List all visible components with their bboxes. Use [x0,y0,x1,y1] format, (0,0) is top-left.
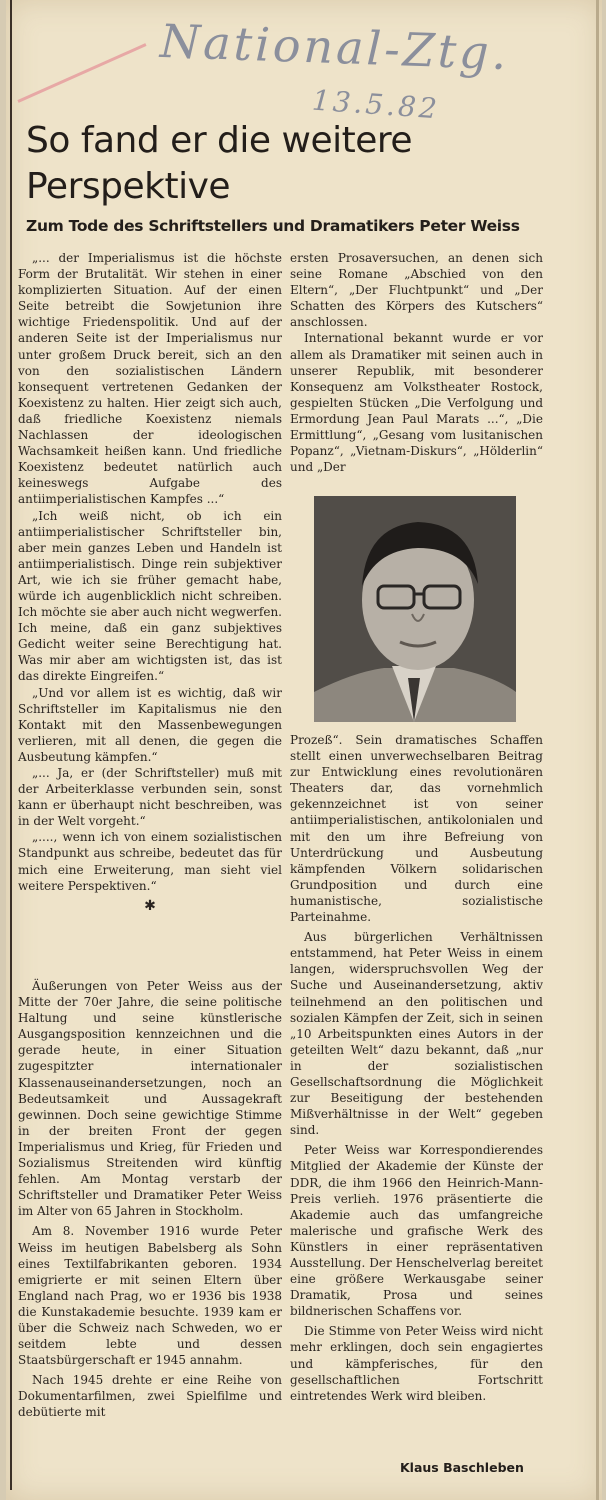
left-column-article [18,978,282,1421]
article-paragraph: Nach 1945 drehte er eine Reihe von Dokumentarfilmen, zwei Spielfilme und debütierte mit [18,1373,282,1420]
quote-paragraph: „... der Imperialismus ist die höchste Form der Brutalität. Wir stehen in einer komplizierten Situation. Auf der einen Seite betreibt die Sowjetunion ihre wichtige Friedenspolitik. Und auf der anderen Seite ist der Imperialismus nur unter großem Druck bereit, sich an den von den sozialistischen Ländern konsequent vertretenen Gedanken der Koexistenz zu halten. Hier zeigt sich auch, daß friedliche Koexistenz niemals Nachlassen der ideologischen Wachsamkeit heißen kann. Und friedliche Koexistenz bedeutet natürlich auch keineswegs Aufgabe des antiimperialistischen Kampfes ...“ [18,251,282,507]
handwritten-date: 13.5.82 [311,83,441,126]
headline: So fand er die weitere Perspektive [26,120,413,207]
article-paragraph: International bekannt wurde er vor allem als Dramatiker mit seinen auch in unserer Republik, mit besonderer Konsequenz am Volkstheater Rostock, gespielten Stücken „Die Verfolgung und Ermordung Jean Paul Marats ...“, „Die Ermittlung“, „Gesang vom lusitanischen Popanz“, „Vietnam-Diskurs“, „Hölderlin“ und „Der [290,331,543,475]
article-paragraph: Aus bürgerlichen Verhältnissen entstammend, hat Peter Weiss in einem langen, widerspruchsvollen Weg der Suche und Auseinandersetzung, aktiv teilnehmend an den politischen und sozialen Kämpfen der Zeit, sich in seinen „10 Arbeitspunkten eines Autors in der geteilten Welt“ dazu bekannt, daß „nur in der sozialistischen Gesellschaftsordnung die Möglichkeit zur Beseitigung der bestehenden Mißverhältnisse in der Welt“ gegeben sind. [290,930,543,1138]
article-paragraph: Peter Weiss war Korrespondierendes Mitglied der Akademie der Künste der DDR, die ihm 1966 den Heinrich-Mann-Preis verlieh. 1976 präsentierte die Akademie auch das umfangreiche malerische und grafische Werk des Künstlers in einer repräsentativen Ausstellung. Der Henschelverlag bereitet eine größere Werkausgabe seiner Dramatik, Prosa und seines bildnerischen Schaffens vor. [290,1143,543,1319]
right-column-article [290,732,543,1404]
author-byline: Klaus Baschleben [400,1460,524,1475]
subheadline: Zum Tode des Schriftstellers und Dramatikers Peter Weiss [26,217,520,235]
article-paragraph: Am 8. November 1916 wurde Peter Weiss im heutigen Babelsberg als Sohn eines Textilfabrikanten geboren. 1934 emigrierte er mit seinen Eltern über England nach Prag, wo er 1936 bis 1938 die Kunstakademie besuchte. 1939 kam er über die Schweiz nach Schweden, wo er seitdem lebte und dessen Staatsbürgerschaft er 1945 annahm. [18,1224,282,1368]
article-paragraph: ersten Prosaversuchen, an denen sich seine Romane „Abschied von den Eltern“, „Der Fluchtpunkt“ und „Der Schatten des Körpers des Kutschers“ anschlossen. [290,251,543,330]
author-portrait-photo [314,496,516,722]
clipping-right-edge [596,0,599,1500]
left-column-quotes [18,250,282,916]
article-paragraph: Die Stimme von Peter Weiss wird nicht mehr erklingen, doch sein engagiertes und kämpferisches, für den gesellschaftlichen Fortschritt eintretendes Werk wird bleiben. [290,1324,543,1403]
portrait-drawing [314,496,516,722]
section-separator-asterisk: ✱ [144,897,156,914]
clipping-left-edge [10,0,12,1490]
right-column-top [290,250,543,475]
quote-paragraph: „Ich weiß nicht, ob ich ein antiimperialistischer Schriftsteller bin, aber mein ganzes Leben und Handeln ist antiimperialistisch. Dinge rein subjektiver Art, wie ich sie früher gemacht habe, würde ich augenblicklich nicht schreiben. Ich möchte sie aber auch nicht wegwerfen. Ich meine, daß ein ganz subjektives Gedicht weiter seine Berechtigung hat. Was mir aber am wichtigsten ist, das ist das direkte Eingreifen.“ [18,508,282,684]
quote-paragraph: „...., wenn ich von einem sozialistischen Standpunkt aus schreibe, bedeutet das für mich eine Erweiterung, man sieht viel weitere Perspektiven.“ [18,830,282,893]
article-paragraph: Äußerungen von Peter Weiss aus der Mitte der 70er Jahre, die seine politische Haltung und seine künstlerische Ausgangsposition kennzeichnen und die gerade heute, in einer Situation zugespitzter internationaler Klassenauseinandersetzungen, noch an Bedeutsamkeit und Aussagekraft gewinnen. Doch seine gewichtige Stimme in der breiten Front der gegen Imperialismus und Krieg, für Frieden und Sozialismus Streitenden wird künftig fehlen. Am Montag verstarb der Schriftsteller und Dramatiker Peter Weiss im Alter von 65 Jahren in Stockholm. [18,979,282,1219]
handwritten-newspaper-name: National-Ztg. [159,13,511,81]
quote-paragraph: „Und vor allem ist es wichtig, daß wir Schriftsteller im Kapitalismus nie den Kontakt mit den Massenbewegungen verlieren, mit all denen, die gegen die Ausbeutung kämpfen.“ [18,685,282,764]
quote-paragraph: „... Ja, er (der Schriftsteller) muß mit der Arbeiterklasse verbunden sein, sonst kann er überhaupt nicht beschreiben, was in der Welt vorgeht.“ [18,766,282,829]
article-paragraph: Prozeß“. Sein dramatisches Schaffen stellt einen unverwechselbaren Beitrag zur Entwicklung eines revolutionären Theaters dar, das vornehmlich gekennzeichnet ist von seiner antiimperialistischen, antikolonialen und mit den um ihre Befreiung von Unterdrückung und Ausbeutung kämpfenden Völkern solidarischen Grundposition und durch eine humanistische, sozialistische Parteinahme. [290,733,543,925]
